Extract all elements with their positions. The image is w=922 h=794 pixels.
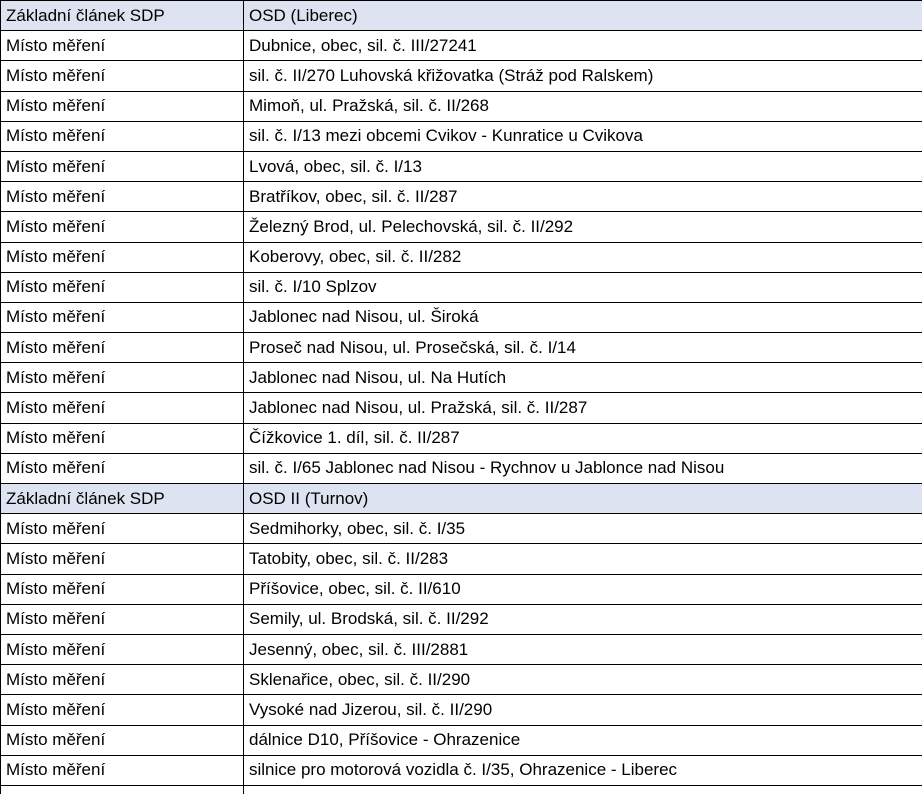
- row-value: Jablonec nad Nisou, ul. Na Hutích: [244, 363, 922, 393]
- table-row: [1, 151, 922, 181]
- table-row: [1, 725, 922, 755]
- row-value: Dubnice, obec, sil. č. III/27241: [244, 31, 922, 61]
- table-row: [1, 363, 922, 393]
- section-header-row: [1, 484, 922, 514]
- row-value: sil. č. I/10 Splzov: [244, 272, 922, 302]
- row-label: Místo měření: [1, 755, 244, 785]
- row-value: dálnice D10, Příšovice - Ohrazenice: [244, 725, 922, 755]
- row-label: Místo měření: [1, 61, 244, 91]
- row-label: Místo měření: [1, 423, 244, 453]
- table-row: [1, 302, 922, 332]
- section-header-label: Základní článek SDP: [1, 484, 244, 514]
- row-value: Lvová, obec, sil. č. I/13: [244, 151, 922, 181]
- row-label: Místo měření: [1, 91, 244, 121]
- row-value: Mimoň, ul. Pražská, sil. č. II/268: [244, 91, 922, 121]
- table-row: [1, 574, 922, 604]
- table-row: [1, 665, 922, 695]
- row-value: Železný Brod, ul. Pelechovská, sil. č. II/292: [244, 212, 922, 242]
- row-value: Bratříkov, obec, sil. č. II/287: [244, 182, 922, 212]
- row-label: Místo měření: [1, 453, 244, 483]
- table-row-cutoff: [1, 785, 922, 794]
- row-label: Místo měření: [1, 302, 244, 332]
- row-value: silnice pro motorová vozidla č. I/35, Ohrazenice - Liberec: [244, 755, 922, 785]
- row-value: Jesenný, obec, sil. č. III/2881: [244, 634, 922, 664]
- table-row: [1, 182, 922, 212]
- row-value: Sedmihorky, obec, sil. č. I/35: [244, 514, 922, 544]
- row-value: Jablonec nad Nisou, ul. Pražská, sil. č. II/287: [244, 393, 922, 423]
- row-value: Koberovy, obec, sil. č. II/282: [244, 242, 922, 272]
- section-header-value: OSD II (Turnov): [244, 484, 922, 514]
- table-row: [1, 272, 922, 302]
- section-header-value: OSD (Liberec): [244, 1, 922, 31]
- row-label: Místo měření: [1, 725, 244, 755]
- row-label: Místo měření: [1, 604, 244, 634]
- row-label: Místo měření: [1, 574, 244, 604]
- row-value: sil. č. II/270 Luhovská křižovatka (Stráž pod Ralskem): [244, 61, 922, 91]
- row-label: Místo měření: [1, 665, 244, 695]
- row-label: Místo měření: [1, 182, 244, 212]
- row-label: Místo měření: [1, 31, 244, 61]
- section-header-row: [1, 1, 922, 31]
- table-row: [1, 755, 922, 785]
- row-label: Místo měření: [1, 151, 244, 181]
- row-value: Vysoké nad Jizerou, sil. č. II/290: [244, 695, 922, 725]
- row-value: Jablonec nad Nisou, ul. Široká: [244, 302, 922, 332]
- row-value: Sklenařice, obec, sil. č. II/290: [244, 665, 922, 695]
- row-label: Místo měření: [1, 695, 244, 725]
- row-value: [244, 785, 922, 794]
- table-row: [1, 453, 922, 483]
- table-row: [1, 634, 922, 664]
- table-row: [1, 31, 922, 61]
- row-label: Místo měření: [1, 121, 244, 151]
- row-value: Semily, ul. Brodská, sil. č. II/292: [244, 604, 922, 634]
- table-row: [1, 604, 922, 634]
- table-row: [1, 514, 922, 544]
- section-header-label: Základní článek SDP: [1, 1, 244, 31]
- table-row: [1, 91, 922, 121]
- table-row: [1, 423, 922, 453]
- table-row: [1, 242, 922, 272]
- table-row: [1, 61, 922, 91]
- row-label: Místo měření: [1, 212, 244, 242]
- row-label: Místo měření: [1, 242, 244, 272]
- row-label: Místo měření: [1, 634, 244, 664]
- row-value: Čížkovice 1. díl, sil. č. II/287: [244, 423, 922, 453]
- row-value: Tatobity, obec, sil. č. II/283: [244, 544, 922, 574]
- table-row: [1, 393, 922, 423]
- table-row: [1, 212, 922, 242]
- table-row: [1, 333, 922, 363]
- row-label: Místo měření: [1, 363, 244, 393]
- row-label: Místo měření: [1, 393, 244, 423]
- row-value: sil. č. I/65 Jablonec nad Nisou - Rychnov u Jablonce nad Nisou: [244, 453, 922, 483]
- row-label: Místo měření: [1, 544, 244, 574]
- row-value: Příšovice, obec, sil. č. II/610: [244, 574, 922, 604]
- row-label: [1, 785, 244, 794]
- row-label: Místo měření: [1, 514, 244, 544]
- table-row: [1, 121, 922, 151]
- row-label: Místo měření: [1, 272, 244, 302]
- row-value: sil. č. I/13 mezi obcemi Cvikov - Kunratice u Cvikova: [244, 121, 922, 151]
- table-row: [1, 695, 922, 725]
- row-label: Místo měření: [1, 333, 244, 363]
- table-body: [1, 1, 922, 794]
- row-value: Proseč nad Nisou, ul. Prosečská, sil. č. I/14: [244, 333, 922, 363]
- table-row: [1, 544, 922, 574]
